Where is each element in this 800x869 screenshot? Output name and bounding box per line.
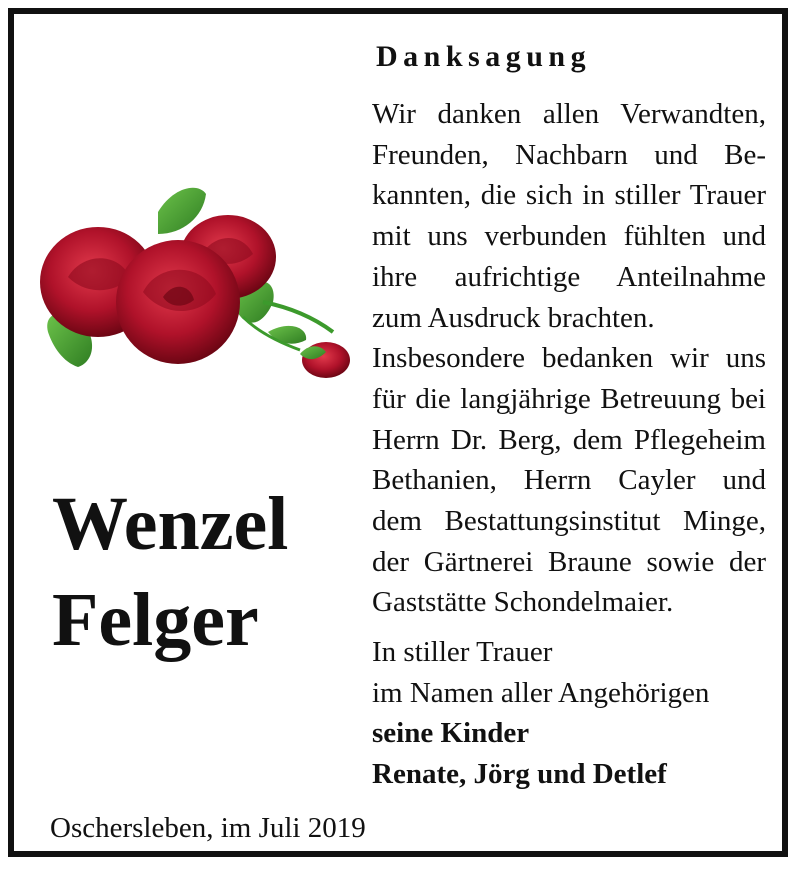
body-line: Wir danken allen Verwandten, <box>372 98 766 130</box>
body-line: mit uns verbunden fühlten und <box>372 220 766 253</box>
body-line: der Gärtnerei Braune sowie der <box>372 545 766 578</box>
body-line: ihre aufrichtige Anteilnahme <box>372 260 766 293</box>
signoff-relation: seine Kinder <box>372 717 530 749</box>
body-line: Insbesondere bedanken wir uns <box>372 342 766 375</box>
body-line: kannten, die sich in stiller Trauer <box>372 179 766 212</box>
signoff-line: im Namen aller Angehörigen <box>372 676 710 709</box>
signoff-block <box>372 632 709 794</box>
body-line: Bethanien, Herrn Cayler und <box>372 464 766 497</box>
body-line: für die langjährige Betreuung bei <box>372 382 766 415</box>
body-line: dem Bestattungsinstitut Minge, <box>372 505 766 538</box>
body-line: Herrn Dr. Berg, dem Pflegeheim <box>372 423 766 456</box>
obituary-frame <box>8 8 788 857</box>
signoff-line: In stiller Trauer <box>372 636 553 668</box>
place-date: Oschersleben, im Juli 2019 <box>50 812 366 844</box>
signoff-names: Renate, Jörg und Detlef <box>372 757 667 790</box>
roses-icon <box>38 182 358 382</box>
deceased-first-name: Wenzel <box>52 482 289 566</box>
body-line: Gaststätte Schondelmaier. <box>372 586 674 619</box>
deceased-name <box>52 476 288 668</box>
notice-title: Danksagung <box>376 40 592 73</box>
deceased-last-name: Felger <box>52 578 259 662</box>
thanks-paragraph <box>372 94 766 623</box>
body-line: zum Ausdruck brachten. <box>372 301 655 334</box>
body-line: Freunden, Nachbarn und Be- <box>372 138 766 171</box>
